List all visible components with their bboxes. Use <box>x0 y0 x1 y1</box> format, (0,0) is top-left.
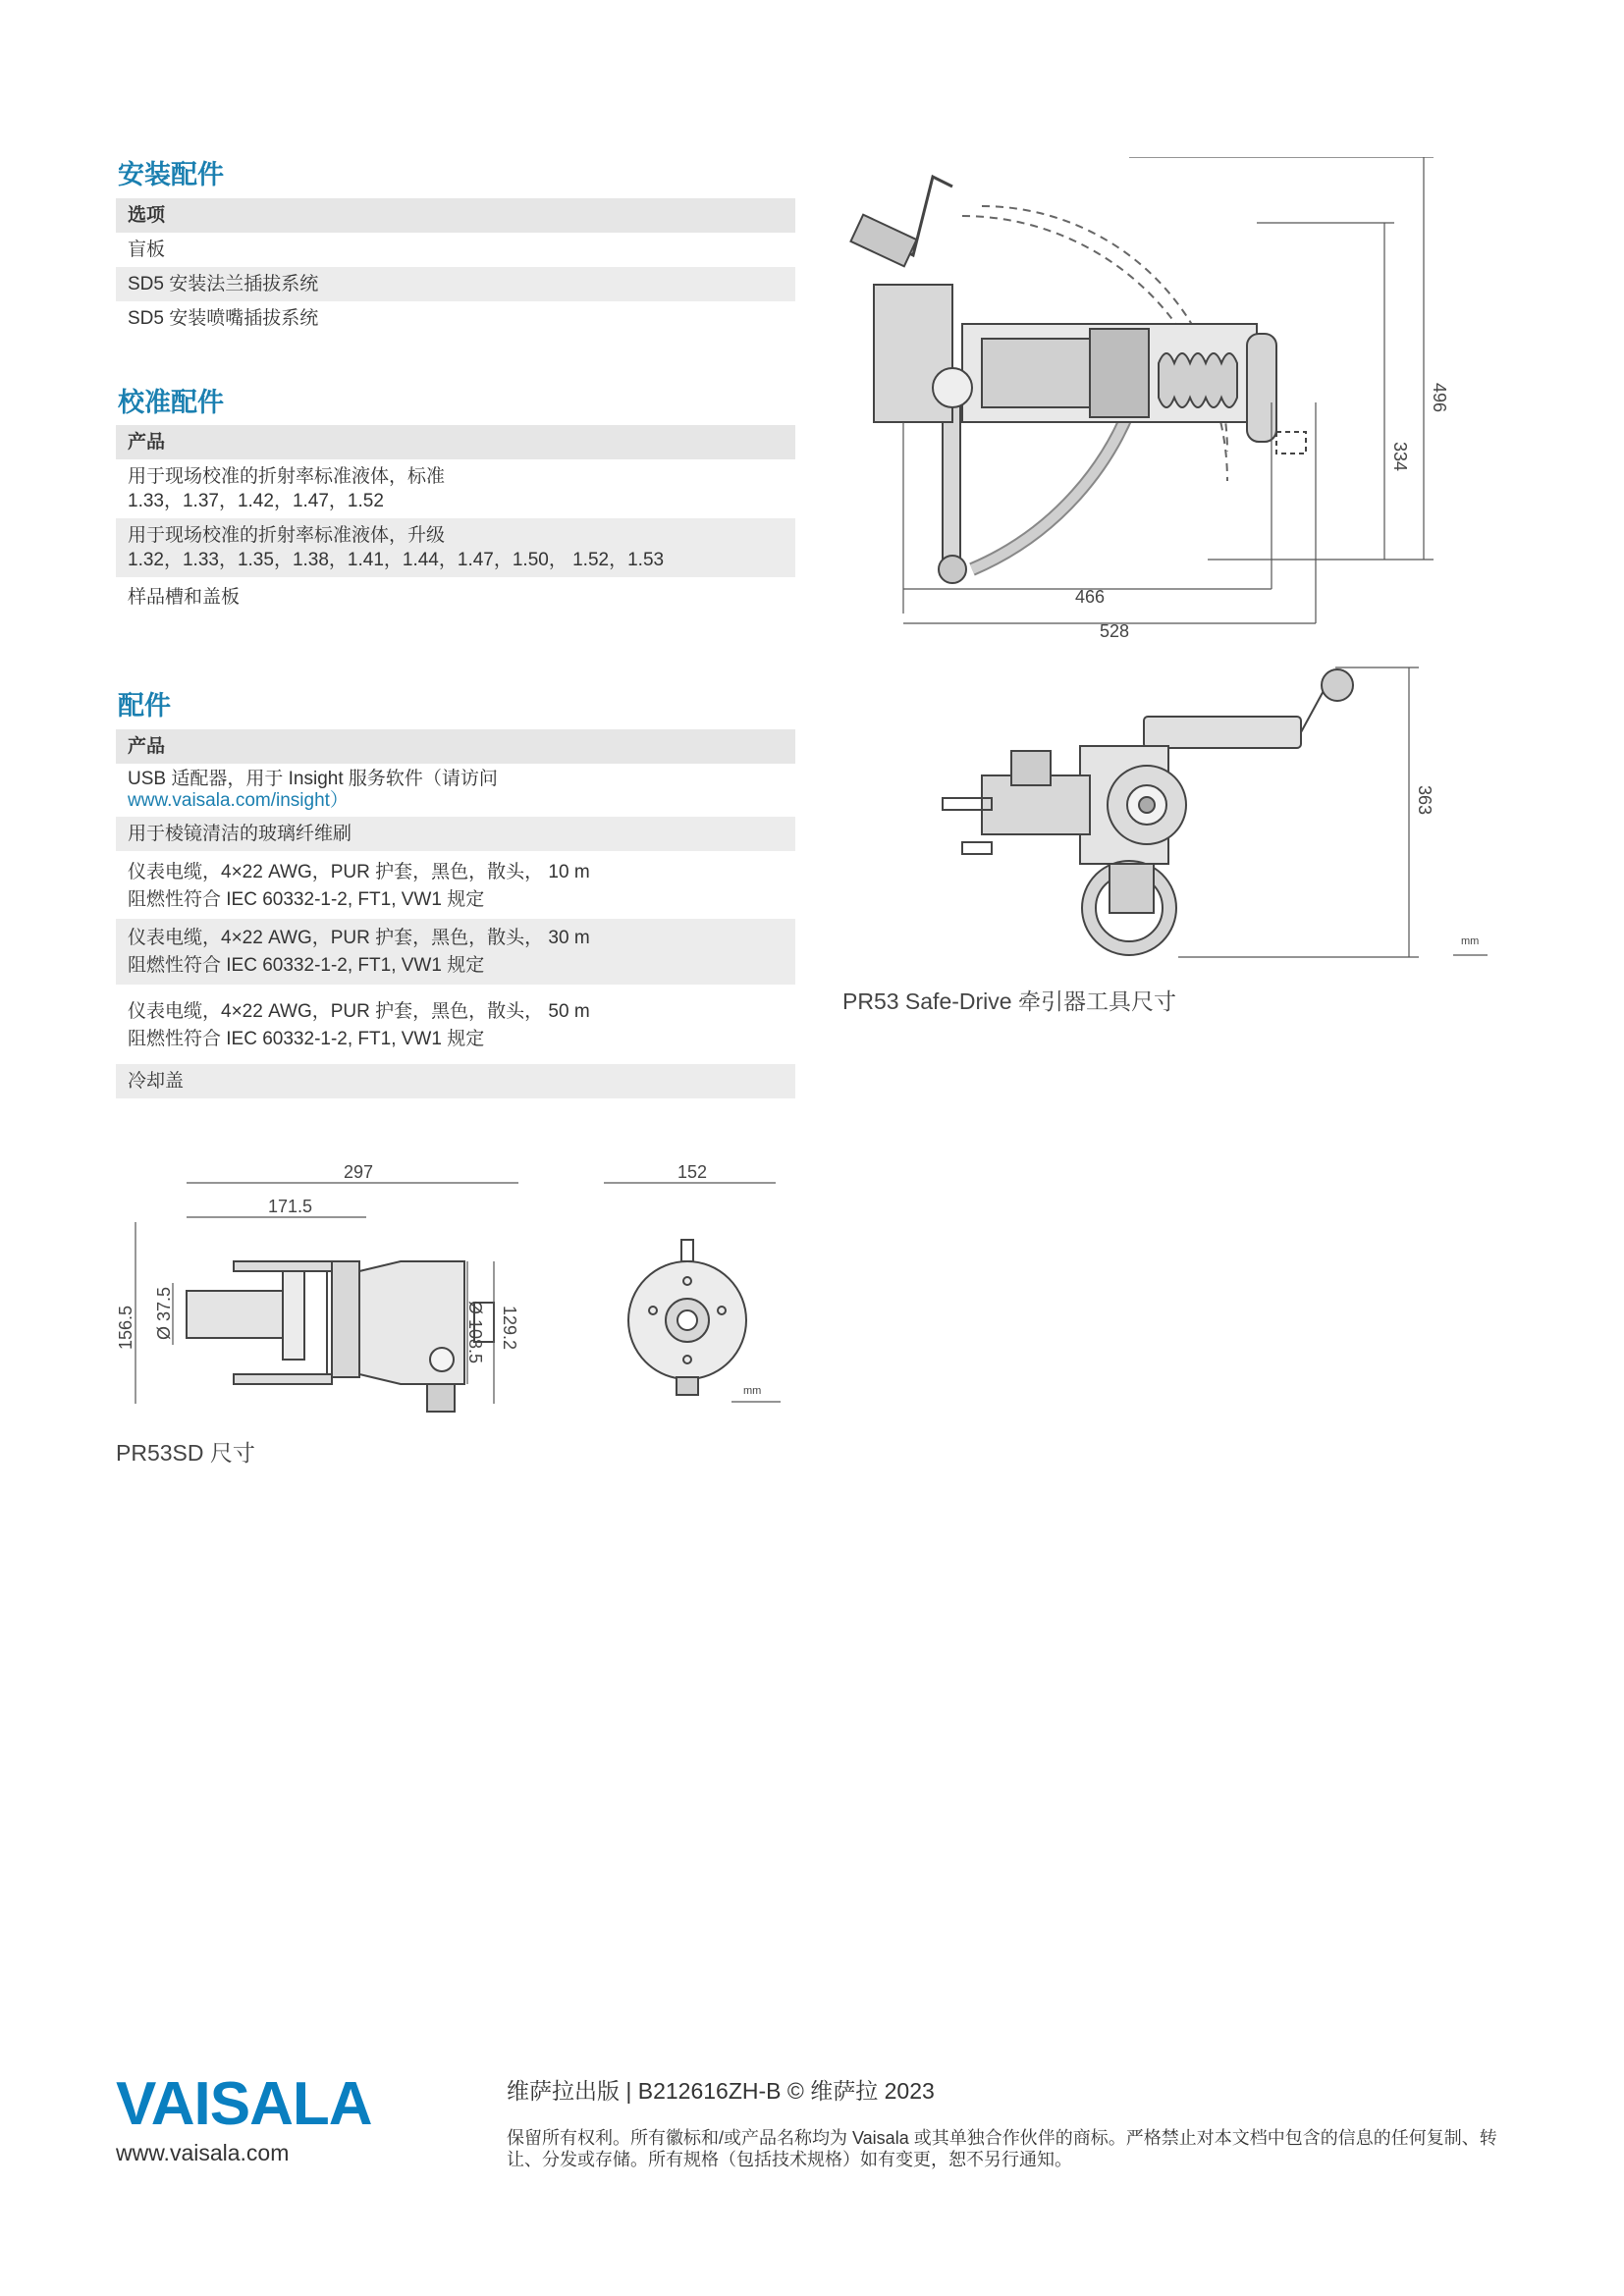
row-line: 阻燃性符合 IEC 60332-1-2, FT1, VW1 规定 <box>128 889 485 910</box>
mounting-table-header: 选项 <box>116 198 795 233</box>
row-line: 1.33，1.37，1.42，1.47，1.52 <box>128 491 384 511</box>
row-line: 用于现场校准的折射率标准液体，标准 <box>128 466 446 487</box>
dim-363: 363 <box>1415 785 1435 816</box>
dim-528: 528 <box>1100 621 1130 641</box>
table-row <box>116 919 795 985</box>
dim-129-2: 129.2 <box>500 1306 519 1351</box>
accessories-table <box>116 729 795 1098</box>
footer-legal: 保留所有权利。所有徽标和/或产品名称均为 Vaisala 或其单独合作伙伴的商标。严格禁止对本文档中包含的信息的任何复制、转让、分发或存储。所有规格（包括技术规格）如有变更，恕不另行通知。 <box>507 2128 1497 2169</box>
dim-37-5: Ø 37.5 <box>154 1286 174 1340</box>
table-row: SD5 安装喷嘴插拔系统 <box>128 308 319 329</box>
calibration-title: 校准配件 <box>118 388 224 417</box>
safe-drive-side-drawing <box>835 157 1502 667</box>
vaisala-logo: VAISALA <box>116 2070 372 2138</box>
table-row <box>116 851 795 919</box>
dim-156-5: 156.5 <box>116 1305 135 1350</box>
dim-466: 466 <box>1075 587 1106 607</box>
table-row: 样品槽和盖板 <box>128 587 241 608</box>
dim-297: 297 <box>344 1163 374 1182</box>
row-line: 阻燃性符合 IEC 60332-1-2, FT1, VW1 规定 <box>128 1029 485 1049</box>
table-row <box>116 459 795 518</box>
pr53sd-caption: PR53SD 尺寸 <box>116 1440 255 1466</box>
safe-drive-caption: PR53 Safe-Drive 牵引器工具尺寸 <box>842 988 1176 1014</box>
calibration-table <box>116 425 795 614</box>
mounting-table <box>116 198 795 336</box>
dim-152: 152 <box>677 1163 708 1182</box>
table-row: 冷却盖 <box>116 1064 795 1098</box>
insight-link[interactable]: www.vaisala.com/insight） <box>128 790 349 811</box>
table-row: 盲板 <box>128 240 166 260</box>
pr53sd-side-drawing <box>116 1163 577 1428</box>
row-line: USB 适配器，用于 Insight 服务软件（请访问 <box>128 769 498 789</box>
dim-334: 334 <box>1390 442 1410 472</box>
table-row <box>116 985 795 1058</box>
mounting-title: 安装配件 <box>118 160 224 189</box>
table-row <box>116 518 795 577</box>
dim-108-5: Ø 108.5 <box>465 1301 485 1364</box>
pr53sd-front-drawing <box>594 1163 795 1418</box>
unit-mm: mm <box>1461 935 1480 947</box>
footer-publication: 维萨拉出版 | B212616ZH-B © 维萨拉 2023 <box>507 2078 935 2104</box>
footer-url[interactable]: www.vaisala.com <box>116 2140 290 2165</box>
calibration-table-header: 产品 <box>116 425 795 459</box>
row-line: 仪表电缆，4×22 AWG，PUR 护套，黑色，散头， 30 m <box>128 928 590 948</box>
table-row: SD5 安装法兰插拔系统 <box>116 267 795 301</box>
row-line: 仪表电缆，4×22 AWG，PUR 护套，黑色，散头， 50 m <box>128 1001 590 1022</box>
dim-171-5: 171.5 <box>268 1197 313 1216</box>
table-row: 用于棱镜清洁的玻璃纤维刷 <box>116 817 795 851</box>
row-line: 1.32，1.33，1.35，1.38，1.41，1.44，1.47，1.50， 1.52，1.53 <box>128 550 665 570</box>
unit-mm: mm <box>743 1385 762 1397</box>
table-row <box>116 764 795 817</box>
accessories-table-header: 产品 <box>116 729 795 764</box>
accessories-title: 配件 <box>118 691 171 721</box>
row-line: 阻燃性符合 IEC 60332-1-2, FT1, VW1 规定 <box>128 955 485 976</box>
row-line: 仪表电缆，4×22 AWG，PUR 护套，黑色，散头， 10 m <box>128 862 590 882</box>
safe-drive-front-drawing <box>923 658 1512 972</box>
row-line: 用于现场校准的折射率标准液体，升级 <box>128 525 446 546</box>
dim-496: 496 <box>1430 383 1449 413</box>
